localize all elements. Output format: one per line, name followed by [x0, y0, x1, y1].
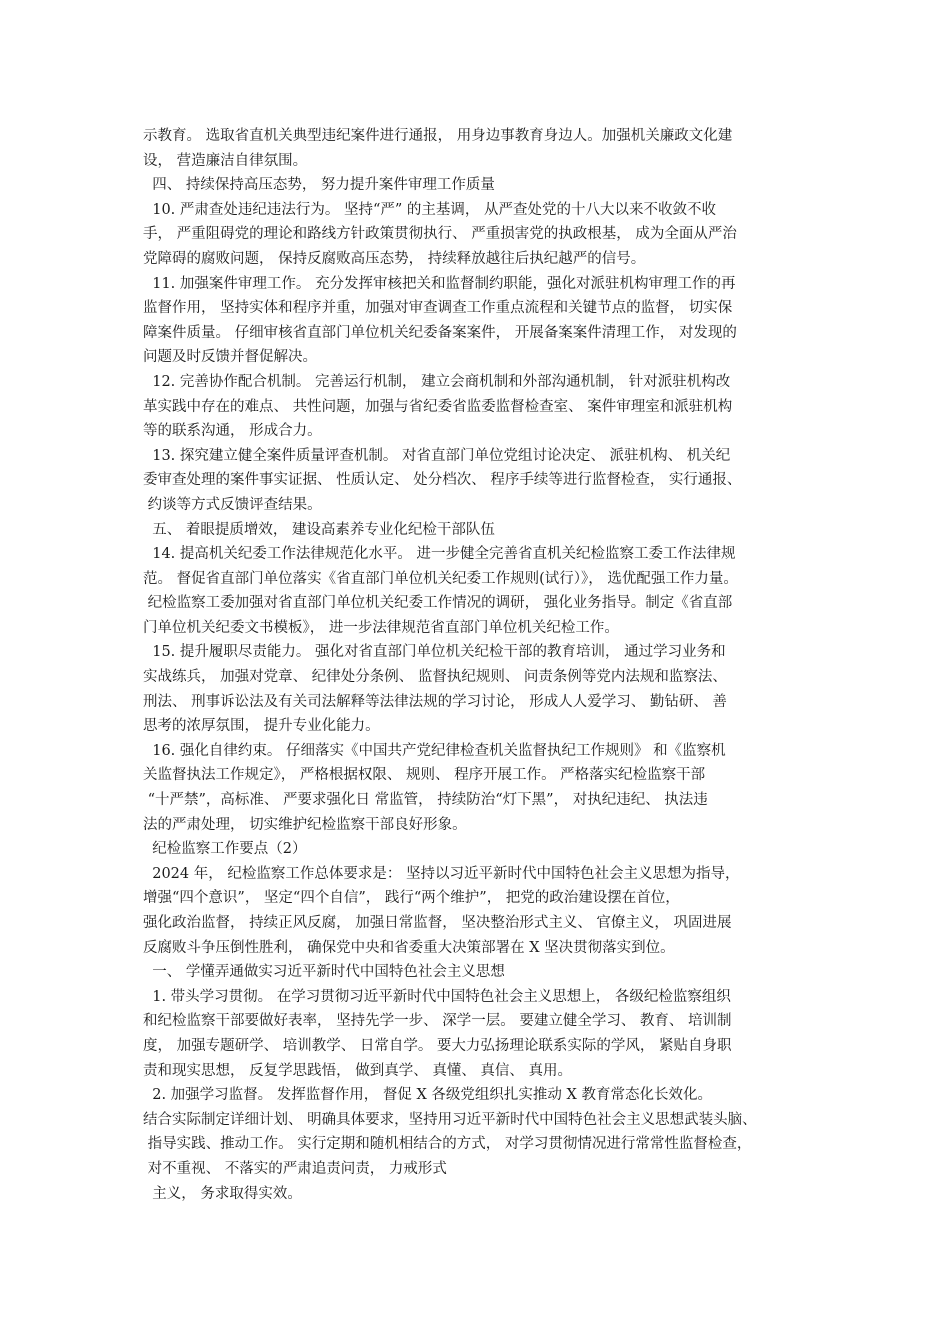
text-line: 约谈等方式反馈评查结果。: [143, 496, 322, 513]
text-line: 一、 学懂弄通做实习近平新时代中国特色社会主义思想: [143, 964, 505, 981]
text-line: 手， 严重阻碍党的理论和路线方针政策贯彻执行、 严重损害党的执政根基， 成为全面从严治: [143, 226, 737, 243]
text-line: 纪检监察工委加强对省直部门单位机关纪委工作情况的调研， 强化业务指导。制定《省直部: [143, 595, 733, 612]
document-body: [143, 124, 815, 1206]
text-line: 刑法、 刑事诉讼法及有关司法解释等法律法规的学习讨论， 形成人人爱学习、 勤钻研、 善: [143, 693, 727, 710]
text-line: 强化政治监督， 持续正风反腐， 加强日常监督， 坚决整治形式主义、 官僚主义， 巩固进展: [143, 915, 732, 931]
text-line: 问题及时反馈并督促解决。: [143, 349, 317, 366]
text-line: 委审查处理的案件事实证据、 性质认定、 处分档次、 程序手续等进行监督检查， 实行通报、: [143, 472, 742, 489]
text-line: 责和现实思想， 反复学思践悟， 做到真学、 真懂、 真信、 真用。: [143, 1062, 573, 1079]
text-line: “十严禁”，高标准、 严要求强化日 常监管， 持续防治“灯下黑”， 对执纪违纪、 执法违: [143, 792, 708, 809]
text-line: 门单位机关纪委文书模板》， 进一步法律规范省直部门单位机关纪检工作。: [143, 619, 619, 636]
text-line: 指导实践、推动工作。 实行定期和随机相结合的方式， 对学习贯彻情况进行常常性监督检查，: [143, 1136, 752, 1153]
text-line: 2024 年， 纪检监察工作总体要求是： 坚持以习近平新时代中国特色社会主义思想为指导，: [143, 865, 740, 882]
text-line: 1. 带头学习贯彻。 在学习贯彻习近平新时代中国特色社会主义思想上， 各级纪检监察组织: [143, 988, 731, 1005]
text-line: 实战练兵， 加强对党章、 纪律处分条例、 监督执纪规则、 问责条例等党内法规和监察法、: [143, 669, 727, 686]
text-line: 2. 加强学习监督。 发挥监督作用， 督促 X 各级党组织扎实推动 X 教育常态化长效化。: [143, 1087, 712, 1104]
text-line: 五、 着眼提质增效， 建设高素养专业化纪检干部队伍: [143, 521, 495, 538]
text-line: 对不重视、 不落实的严肃追责问责， 力戒形式: [143, 1160, 447, 1177]
text-line: 和纪检监察干部要做好表率， 坚持先学一步、 深学一层。 要建立健全学习、 教育、 培训制: [143, 1013, 732, 1030]
text-line: 关监督执法工作规定》， 严格根据权限、 规则、 程序开展工作。 严格落实纪检监察干部: [143, 767, 706, 784]
text-line: 13. 探究建立健全案件质量评查机制。 对省直部门单位党组讨论决定、 派驻机构、 机关纪: [143, 447, 731, 464]
text-line: 度， 加强专题研学、 培训教学、 日常自学。 要大力弘扬理论联系实际的学风， 紧贴自身职: [143, 1037, 732, 1054]
text-line: 12. 完善协作配合机制。 完善运行机制， 建立会商机制和外部沟通机制， 针对派驻机构改: [143, 373, 731, 390]
text-line: 等的联系沟通， 形成合力。: [143, 423, 322, 440]
text-line: 范。 督促省直部门单位落实《省直部门单位机关纪委工作规则(试行）》， 选优配强工作力量。: [143, 570, 738, 587]
text-line: 法的严肃处理， 切实维护纪检监察干部良好形象。: [143, 816, 467, 833]
text-line: 党障碍的腐败问题， 保持反腐败高压态势， 持续释放越往后执纪越严的信号。: [143, 250, 646, 267]
text-line: 增强“四个意识”， 坚定“四个自信”， 践行“两个维护”， 把党的政治建设摆在首位，: [143, 890, 680, 907]
text-line: 主义， 务求取得实效。: [143, 1185, 302, 1202]
text-line: 15. 提升履职尽责能力。 强化对省直部门单位机关纪检干部的教育培训， 通过学习业务和: [143, 644, 726, 661]
text-line: 示教育。 选取省直机关典型违纪案件进行通报， 用身边事教育身边人。加强机关廉政文化建: [143, 128, 733, 144]
text-line: 14. 提高机关纪委工作法律规范化水平。 进一步健全完善省直机关纪检监察工委工作法律规: [143, 546, 736, 563]
text-line: 11. 加强案件审理工作。 充分发挥审核把关和监督制约职能，强化对派驻机构审理工作的再: [143, 275, 736, 292]
text-line: 纪检监察工作要点（2）: [143, 841, 307, 858]
text-line: 革实践中存在的难点、 共性问题，加强与省纪委省监委监督检查室、 案件审理室和派驻机构: [143, 398, 733, 415]
text-line: 16. 强化自律约束。 仔细落实《中国共产党纪律检查机关监督执纪工作规则》 和《监察机: [143, 742, 726, 759]
text-line: 10. 严肃查处违纪违法行为。 坚持“严” 的主基调， 从严查处党的十八大以来不收敛不收: [143, 201, 717, 218]
text-line: 设， 营造廉洁自律氛围。: [143, 152, 308, 169]
text-line: 结合实际制定详细计划、 明确具体要求，坚持用习近平新时代中国特色社会主义思想武装头脑、: [143, 1111, 757, 1128]
text-line: 思考的浓厚氛围， 提升专业化能力。: [143, 718, 380, 735]
text-line: 反腐败斗争压倒性胜利， 确保党中央和省委重大决策部署在 X 坚决贯彻落实到位。: [143, 939, 675, 956]
text-line: 障案件质量。 仔细审核省直部门单位机关纪委备案案件， 开展备案案件清理工作， 对发现的: [143, 324, 737, 341]
text-line: 监督作用， 坚持实体和程序并重，加强对审查调查工作重点流程和关键节点的监督， 切实保: [143, 300, 733, 317]
text-line: 四、 持续保持高压态势， 努力提升案件审理工作质量: [143, 177, 495, 194]
